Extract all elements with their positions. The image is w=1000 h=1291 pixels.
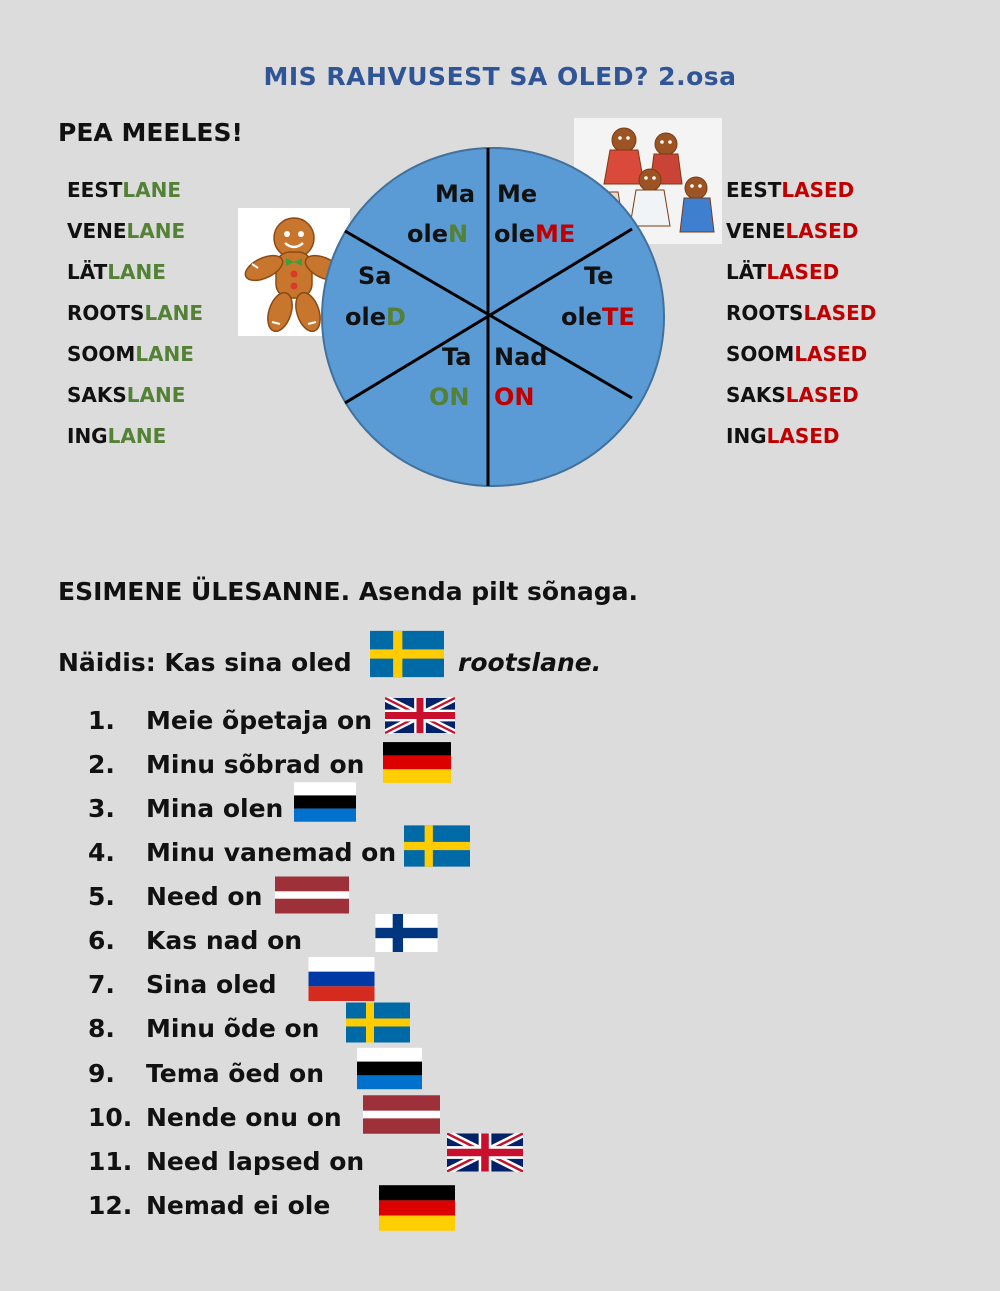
uk-flag-icon bbox=[385, 697, 455, 734]
latvia-flag-icon bbox=[363, 1095, 440, 1134]
plural-item: LÄTLASED bbox=[726, 260, 840, 284]
wheel-sa-verb: oleD bbox=[345, 303, 406, 331]
plural-item: SOOMLASED bbox=[726, 342, 868, 366]
singular-list bbox=[67, 170, 203, 457]
plural-item: VENELASED bbox=[726, 219, 859, 243]
latvia-flag-icon bbox=[275, 876, 349, 914]
sweden-flag-icon bbox=[404, 825, 470, 867]
singular-item: VENELANE bbox=[67, 219, 186, 243]
task-title: ESIMENE ÜLESANNE. Asenda pilt sõnaga. bbox=[58, 577, 638, 606]
plural-item: SAKSLASED bbox=[726, 383, 859, 407]
wheel-nad-verb: ON bbox=[494, 383, 535, 411]
estonia-flag-icon bbox=[294, 781, 356, 823]
page-title: MIS RAHVUSEST SA OLED? 2.osa bbox=[263, 62, 737, 91]
remember-heading: PEA MEELES! bbox=[58, 118, 243, 147]
wheel-me-verb: oleME bbox=[494, 220, 576, 248]
wheel-te-pronoun: Te bbox=[584, 262, 614, 290]
plural-item: ROOTSLASED bbox=[726, 301, 877, 325]
singular-item: LÄTLANE bbox=[67, 260, 166, 284]
wheel-ma-verb: oleN bbox=[407, 220, 469, 248]
germany-flag-icon bbox=[383, 742, 451, 783]
sweden-flag-icon bbox=[346, 1002, 410, 1043]
wheel-ta-pronoun: Ta bbox=[442, 343, 472, 371]
singular-item: SAKSLANE bbox=[67, 383, 186, 407]
plural-item: EESTLASED bbox=[726, 178, 855, 202]
wheel-nad-pronoun: Nad bbox=[494, 343, 548, 371]
germany-flag-icon bbox=[379, 1185, 455, 1231]
singular-item: SOOMLANE bbox=[67, 342, 194, 366]
russia-flag-icon bbox=[308, 957, 375, 1001]
wheel-sa-pronoun: Sa bbox=[358, 262, 392, 290]
example-answer: rootslane. bbox=[458, 648, 602, 677]
plural-item: INGLASED bbox=[726, 424, 840, 448]
finland-flag-icon bbox=[375, 914, 438, 952]
singular-item: INGLANE bbox=[67, 424, 167, 448]
wheel-me-pronoun: Me bbox=[497, 180, 538, 208]
wheel-te-verb: oleTE bbox=[561, 303, 635, 331]
estonia-flag-icon bbox=[357, 1047, 422, 1090]
example-sentence: Näidis: Kas sina oled rootslane. bbox=[58, 648, 602, 677]
singular-item: EESTLANE bbox=[67, 178, 181, 202]
uk-flag-icon bbox=[447, 1133, 523, 1172]
wheel-ma-pronoun: Ma bbox=[435, 180, 476, 208]
sweden-flag-icon bbox=[370, 630, 444, 678]
plural-list bbox=[726, 170, 876, 457]
wheel-ta-verb: ON bbox=[429, 383, 470, 411]
pronoun-wheel bbox=[320, 146, 666, 488]
singular-item: ROOTSLANE bbox=[67, 301, 204, 325]
